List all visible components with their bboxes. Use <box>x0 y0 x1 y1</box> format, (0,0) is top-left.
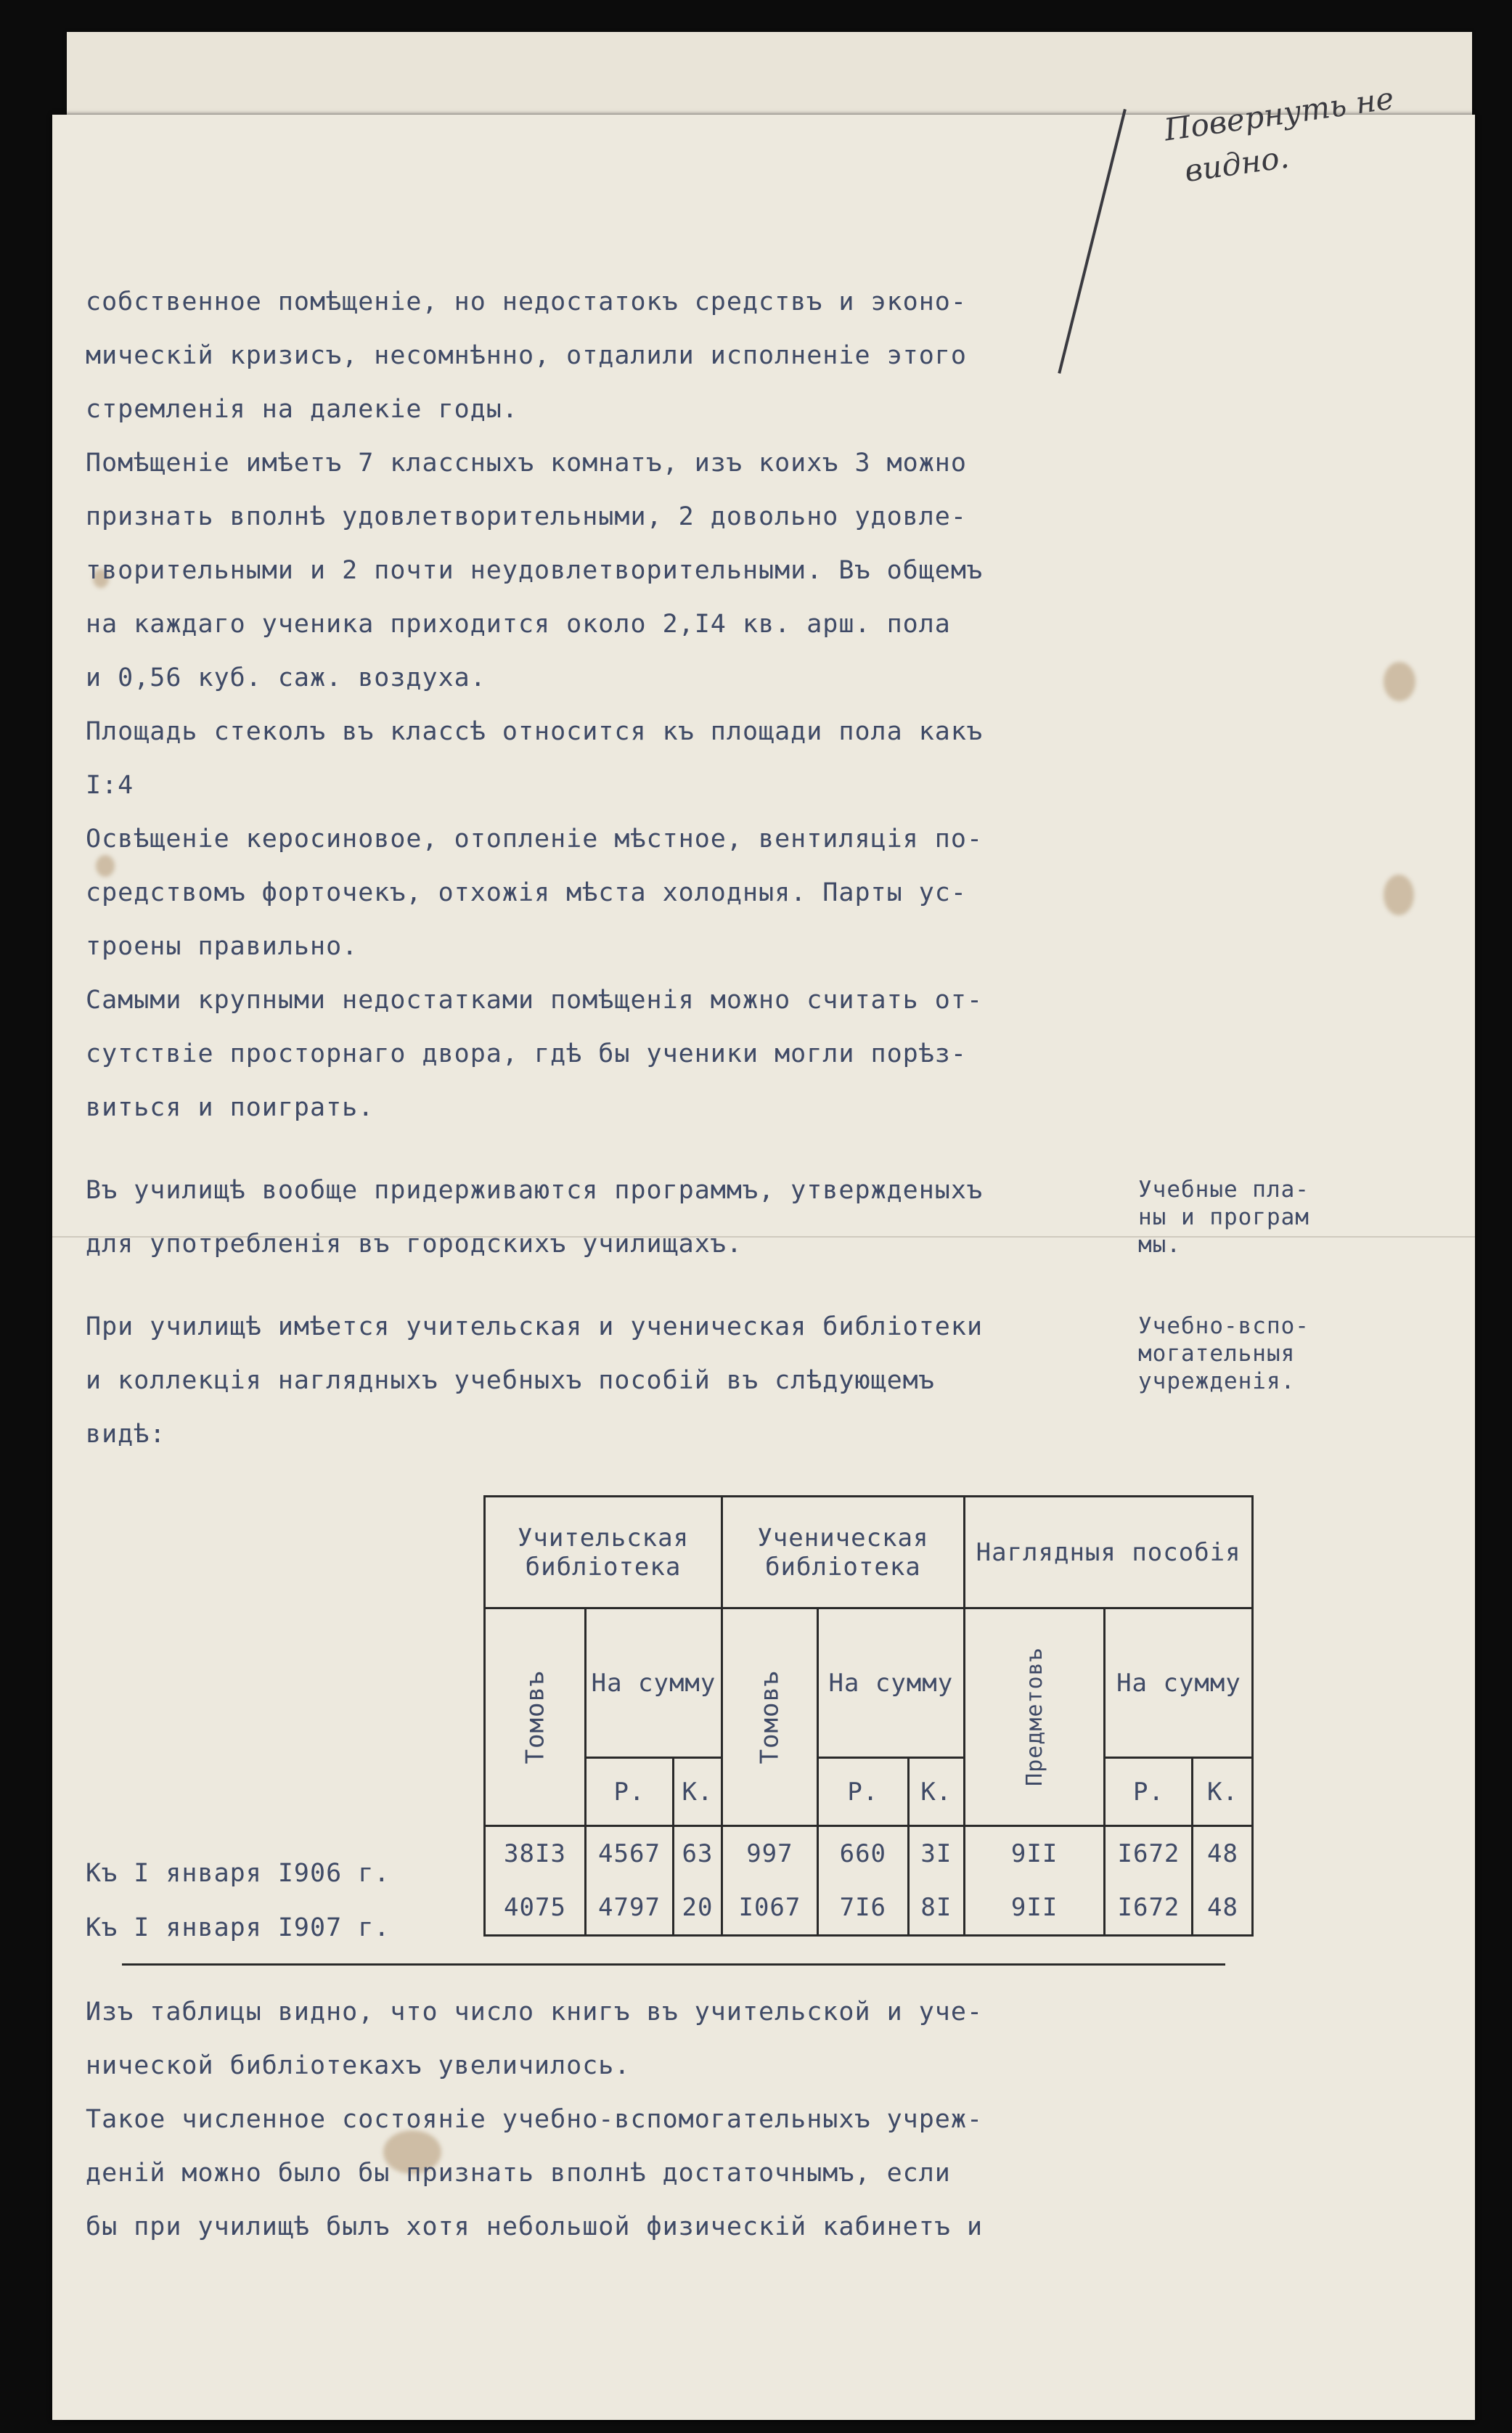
text-line: мическiй кризисъ, несомнѣнно, отдалили исполненiе этого <box>86 341 967 370</box>
stain <box>1384 875 1414 915</box>
text-line: и 0,56 куб. саж. воздуха. <box>86 663 486 692</box>
text-line: на каждаго ученика приходится около 2,I4 кв. арш. пола <box>86 610 951 639</box>
text-line: нической библiотекахъ увеличилось. <box>86 2051 631 2080</box>
table-kop-header: К. <box>674 1758 722 1826</box>
table-rub-header: Р. <box>1105 1758 1193 1826</box>
table-kop-header: К. <box>908 1758 964 1826</box>
table-rub-header: Р. <box>586 1758 674 1826</box>
text-line: виться и поиграть. <box>86 1093 375 1122</box>
table-group-header: Наглядныя пособiя <box>964 1497 1253 1608</box>
table-rub-header: Р. <box>817 1758 908 1826</box>
stain <box>1384 662 1415 701</box>
table-items-header: Предметовъ <box>964 1608 1105 1826</box>
table-row: 4075 4797 20 I067 7I6 8I 9II I672 48 <box>485 1881 1253 1936</box>
text-line: I:4 <box>86 771 134 800</box>
table-row: 38I3 4567 63 997 660 3I 9II I672 48 <box>485 1826 1253 1881</box>
text-line: Освѣщенiе керосиновое, отопленiе мѣстное, вентиляцiя по- <box>86 825 984 854</box>
handwritten-note: Повернуть не видно. <box>1161 80 1397 189</box>
table-group-header: Ученическая библiотека <box>722 1497 965 1608</box>
text-line: троены правильно. <box>86 932 359 961</box>
text-line: При училищѣ имѣется учительская и ученическая библiотеки <box>86 1312 984 1341</box>
table-row-label: Къ I января I906 г. <box>86 1859 391 1888</box>
table-sum-header: На сумму <box>586 1608 722 1758</box>
table-row-label: Къ I января I907 г. <box>86 1913 391 1942</box>
text-line: для употребленiя въ городскихъ училищахъ. <box>86 1230 743 1259</box>
text-line: сутствiе просторнаго двора, гдѣ бы ученики могли порѣз- <box>86 1039 967 1068</box>
statistics-table <box>483 1495 1254 1937</box>
table-volumes-header: Томовъ <box>485 1608 586 1826</box>
table-sum-header: На сумму <box>1105 1608 1253 1758</box>
margin-note-plans: Учебные пла- ны и програм мы. <box>1138 1177 1309 1258</box>
text-line: стремленiя на далекiе годы. <box>86 395 518 424</box>
text-line: Самыми крупными недостатками помѣщенiя можно считать от- <box>86 986 984 1015</box>
stain <box>96 855 115 877</box>
text-line: денiй можно было бы признать вполнѣ достаточнымъ, если <box>86 2159 951 2188</box>
text-line: средствомъ форточекъ, отхожiя мѣста холодныя. Парты ус- <box>86 878 967 907</box>
text-line: видѣ: <box>86 1420 166 1449</box>
text-line: и коллекцiя наглядныхъ учебныхъ пособiй въ слѣдующемъ <box>86 1366 935 1395</box>
text-line: собственное помѣщенiе, но недостатокъ средствъ и эконо- <box>86 287 967 316</box>
table-underline <box>122 1963 1225 1966</box>
table-volumes-header: Томовъ <box>722 1608 818 1826</box>
text-line: Площадь стеколъ въ классѣ относится къ площади пола какъ <box>86 717 984 746</box>
table-kop-header: К. <box>1193 1758 1253 1826</box>
text-line: творительными и 2 почти неудовлетворительными. Въ общемъ <box>86 556 984 585</box>
text-line: признать вполнѣ удовлетворительными, 2 довольно удовле- <box>86 502 967 531</box>
table-group-header: Учительская библiотека <box>485 1497 722 1608</box>
text-line: Помѣщенiе имѣетъ 7 классныхъ комнатъ, изъ коихъ 3 можно <box>86 449 967 478</box>
text-line: Изъ таблицы видно, что число книгъ въ учительской и уче- <box>86 1997 984 2027</box>
margin-note-aux: Учебно-вспо- могательныя учрежденiя. <box>1138 1313 1309 1394</box>
table-sum-header: На сумму <box>817 1608 964 1758</box>
text-line: Въ училищѣ вообще придерживаются программъ, утвержденыхъ <box>86 1176 984 1205</box>
text-line: бы при училищѣ былъ хотя небольшой физическiй кабинетъ и <box>86 2212 984 2241</box>
text-line: Такое численное состоянiе учебно-вспомогательныхъ учреж- <box>86 2105 984 2134</box>
